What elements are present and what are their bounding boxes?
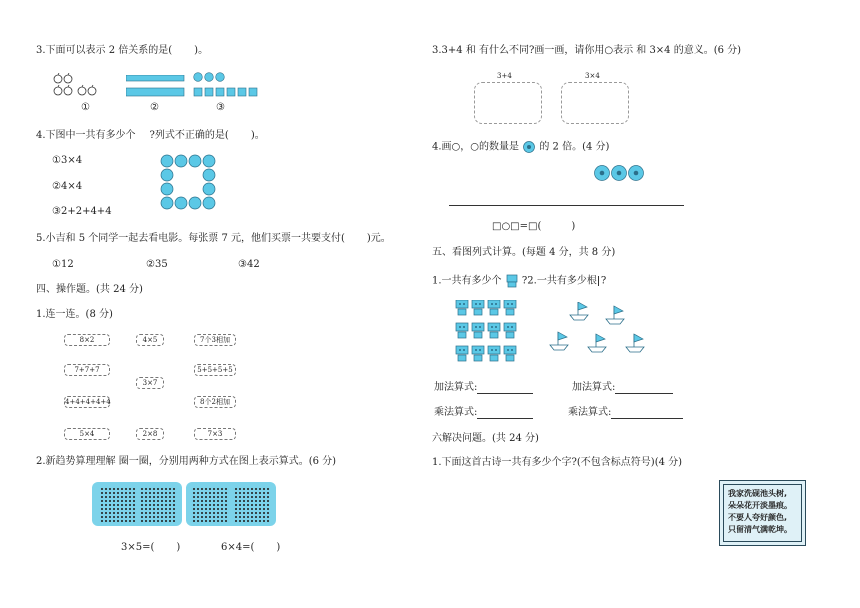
- right-q4-answer-close: ): [571, 221, 576, 232]
- left-q4-question: [36, 130, 265, 142]
- left-q5-close: )元。: [366, 233, 391, 244]
- draw-box-3-times-4-label: 3×4: [585, 72, 600, 80]
- draw-box-3-plus-4-label: 3+4: [497, 72, 512, 80]
- circle-eq-1: [121, 542, 180, 554]
- count-text: 1.一共有多少个: [432, 275, 502, 287]
- circles-squares-group-icon: [193, 72, 259, 100]
- formula-mul-2-label: 乘法算式:: [568, 407, 612, 418]
- left-q3-text: 3.下面可以表示 2 倍关系的是(: [36, 45, 173, 56]
- connect-tag-col2-2[interactable]: 3×7: [136, 377, 164, 389]
- circle-title: 2.新趋势算理理解 圈一圈，分别用两种方式在图上表示算式。(6 分): [36, 456, 337, 467]
- poem-line-3: 不要人夸好颜色,: [728, 513, 788, 522]
- circle-eq-2-text: 6×4=(: [221, 542, 255, 553]
- connect-title: 1.连一连。(8 分): [36, 309, 113, 320]
- section-6-heading: 六解决问题。(共 24 分): [432, 433, 539, 444]
- connect-tag-col1-3[interactable]: 4+4+4+4+4: [65, 398, 111, 406]
- right-q4-text2: 的 2 倍。(4 分): [539, 141, 610, 153]
- robots-grid-icon: [455, 300, 525, 366]
- formula-add-1: [434, 382, 533, 394]
- left-q5-text: 5.小吉和 5 个同学一起去看电影。每张票 7 元，他们买票一共要支付(: [36, 233, 345, 244]
- draw-box-3-plus-4[interactable]: [474, 82, 542, 124]
- poem-card-inner: [723, 484, 802, 542]
- sailboats-group-icon: [548, 302, 648, 360]
- formula-mul-2-blank[interactable]: [611, 408, 683, 419]
- count-text3: ?: [600, 275, 607, 287]
- dot-grid-left-b: [140, 487, 176, 523]
- formula-add-2-label: 加法算式:: [572, 382, 616, 393]
- dot-grid-right-a: [192, 487, 228, 523]
- left-q4-option-3: ③2+2+4+4: [52, 206, 112, 217]
- left-q4-close: )。: [250, 130, 265, 141]
- count-text2: ?2.一共有多少根: [521, 275, 597, 287]
- formula-add-1-blank[interactable]: [477, 383, 533, 394]
- formula-mul-2: [568, 407, 683, 419]
- apples-group-icon: [52, 73, 102, 99]
- flowers-row-icon: [594, 164, 644, 182]
- left-q3-question: [36, 45, 208, 57]
- formula-mul-1: [434, 407, 533, 419]
- right-q3-question: 3.3+4 和 有什么不同?画一画，请你用○表示 和 3×4 的意义。(6 分): [432, 45, 742, 56]
- drawing-line[interactable]: [449, 205, 684, 206]
- draw-box-3-times-4[interactable]: [561, 82, 629, 124]
- left-q5-option-3: ③42: [238, 259, 260, 270]
- left-q3-option-1: ①: [81, 102, 90, 113]
- connect-tag-col1-2[interactable]: 7+7+7: [64, 364, 110, 376]
- circle-eq-1-close: ): [176, 542, 181, 553]
- right-q4-answer-text: □○□=□(: [492, 221, 542, 232]
- left-q4-option-1: ①3×4: [52, 155, 83, 166]
- left-q3-option-2: ②: [150, 102, 159, 113]
- count-question: [432, 274, 606, 288]
- right-q4-text: 4.画○，○的数量是: [432, 141, 519, 153]
- connect-tag-col2-1[interactable]: 4×5: [136, 334, 164, 346]
- formula-add-2-blank[interactable]: [615, 383, 673, 394]
- connect-tag-col3-3[interactable]: 8个2相加: [194, 396, 236, 408]
- circle-eq-1-text: 3×5=(: [121, 542, 155, 553]
- poem-line-2: 朵朵花开淡墨痕。: [728, 501, 792, 510]
- circle-frame-icon: [159, 153, 219, 213]
- right-q4-answer: [492, 221, 575, 233]
- robot-icon: [505, 274, 519, 288]
- poem-question: 1.下面这首古诗一共有多少个字?(不包含标点符号)(4 分): [432, 457, 683, 468]
- formula-add-1-label: 加法算式:: [434, 382, 478, 393]
- circle-eq-2: [221, 542, 280, 554]
- left-q4-text2: ?列式不正确的是(: [149, 130, 229, 141]
- left-q3-close: )。: [194, 45, 209, 56]
- section-5-heading: 五、看图列式计算。(每题 4 分，共 8 分): [432, 247, 616, 258]
- connect-tag-col3-2[interactable]: 5+5+5+5: [194, 364, 236, 376]
- formula-mul-1-label: 乘法算式:: [434, 407, 478, 418]
- connect-tag-col1-4[interactable]: 5×4: [64, 428, 110, 440]
- flower-icon: [522, 141, 536, 153]
- dot-grid-left-a: [100, 487, 136, 523]
- circle-eq-2-close: ): [276, 542, 281, 553]
- bars-group-icon: [126, 75, 186, 99]
- left-q4-text: 4.下图中一共有多少个: [36, 130, 136, 141]
- connect-tag-col1-1[interactable]: 8×2: [64, 334, 110, 346]
- dot-grid-right-b: [234, 487, 270, 523]
- left-q3-option-3: ③: [216, 102, 225, 113]
- connect-tag-col3-4[interactable]: 7×3: [194, 428, 236, 440]
- formula-add-2: [572, 382, 673, 394]
- poem-line-1: 我家洗砚池头树,: [728, 489, 788, 498]
- left-q5-option-1: ①12: [52, 259, 74, 270]
- poem-line-4: 只留清气满乾坤。: [728, 525, 792, 534]
- right-q4-question: [432, 141, 609, 154]
- formula-mul-1-blank[interactable]: [477, 408, 533, 419]
- left-q5-option-2: ②35: [146, 259, 168, 270]
- section-4-heading: 四、操作题。(共 24 分): [36, 284, 143, 295]
- left-q5-question: [36, 233, 391, 245]
- connect-tag-col3-1[interactable]: 7个3相加: [194, 334, 236, 346]
- connect-tag-col2-3[interactable]: 2×8: [136, 428, 164, 440]
- left-q4-option-2: ②4×4: [52, 181, 83, 192]
- poem-card: [719, 480, 806, 546]
